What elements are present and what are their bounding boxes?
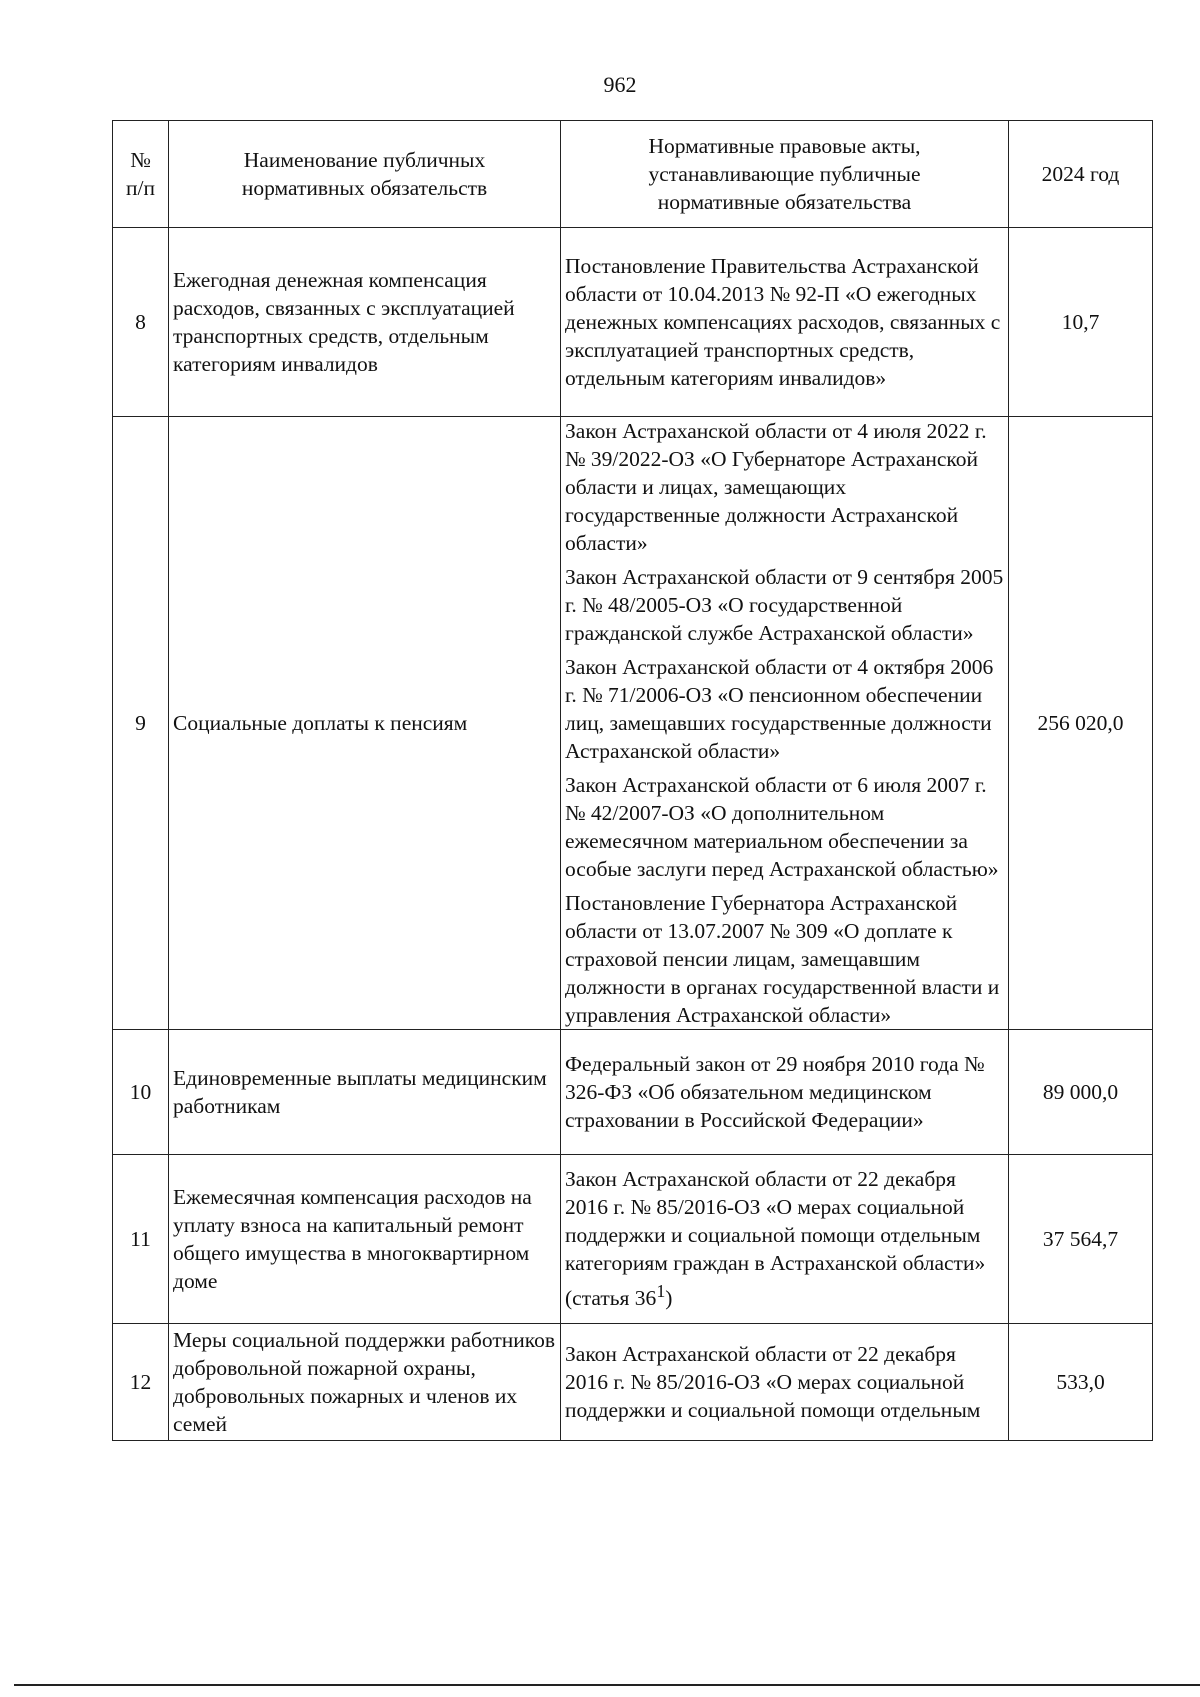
legal-acts (561, 228, 1009, 417)
table-row (113, 1030, 1153, 1155)
header-acts: Нормативные правовые акты, устанавливающие публичные нормативные обязательства (561, 121, 1009, 228)
header-amount: 2024 год (1009, 121, 1153, 228)
legal-act: Закон Астраханской области от 4 октября 2006 г. № 71/2006-ОЗ «О пенсионном обеспечении лиц, замещавших государственные должности Астраханской области» (565, 655, 994, 763)
table-header-row (113, 121, 1153, 228)
legal-act (565, 1165, 1004, 1312)
legal-act-tail: ) (665, 1286, 673, 1311)
row-number: 12 (113, 1324, 169, 1441)
row-number: 11 (113, 1155, 169, 1324)
legal-act: Закон Астраханской области от 22 декабря 2016 г. № 85/2016-ОЗ «О мерах социальной поддержки и социальной помощи отдельным (565, 1342, 981, 1422)
legal-acts (561, 417, 1009, 1030)
legal-acts (561, 1030, 1009, 1155)
amount-2024: 256 020,0 (1009, 417, 1153, 1030)
table-row (113, 1155, 1153, 1324)
table-row (113, 228, 1153, 417)
obligation-name: Социальные доплаты к пенсиям (169, 417, 561, 1030)
legal-act: Закон Астраханской области от 9 сентября 2005 г. № 48/2005-ОЗ «О государственной гражданской службе Астраханской области» (565, 565, 1004, 645)
row-number: 8 (113, 228, 169, 417)
row-number: 10 (113, 1030, 169, 1155)
legal-act: Постановление Губернатора Астраханской области от 13.07.2007 № 309 «О доплате к страховой пенсии лицам, замещавшим должности в органах государственной власти и управления Астраханской области» (565, 891, 1000, 1027)
row-number: 9 (113, 417, 169, 1030)
page-number: 962 (603, 72, 637, 97)
obligation-name: Меры социальной поддержки работников добровольной пожарной охраны, добровольных пожарных и членов их семей (169, 1324, 561, 1441)
header-num: № п/п (113, 121, 169, 228)
legal-act: Федеральный закон от 29 ноября 2010 года № 326-ФЗ «Об обязательном медицинском страховании в Российской Федерации» (565, 1052, 985, 1132)
amount-2024: 37 564,7 (1009, 1155, 1153, 1324)
amount-2024: 10,7 (1009, 228, 1153, 417)
bottom-rule (14, 1684, 1200, 1686)
obligation-name: Ежегодная денежная компенсация расходов, связанных с эксплуатацией транспортных средств, отдельным категориям инвалидов (169, 228, 561, 417)
legal-act-text: Закон Астраханской области от 22 декабря 2016 г. № 85/2016-ОЗ «О мерах социальной поддержки и социальной помощи отдельным категориям граждан в Астраханской области» (статья 36 (565, 1167, 986, 1311)
obligation-name: Ежемесячная компенсация расходов на уплату взноса на капитальный ремонт общего имущества в многоквартирном доме (169, 1155, 561, 1324)
table-row (113, 417, 1153, 1030)
table-row (113, 1324, 1153, 1441)
article-superscript: 1 (656, 1281, 666, 1302)
legal-acts (561, 1155, 1009, 1324)
legal-acts (561, 1324, 1009, 1441)
amount-2024: 89 000,0 (1009, 1030, 1153, 1155)
obligation-name: Единовременные выплаты медицинским работникам (169, 1030, 561, 1155)
legal-act: Закон Астраханской области от 4 июля 2022 г. № 39/2022-ОЗ «О Губернаторе Астраханской области и лицах, замещающих государственные должности Астраханской области» (565, 419, 987, 555)
obligations-table (112, 120, 1153, 1441)
legal-act: Закон Астраханской области от 6 июля 2007 г. № 42/2007-ОЗ «О дополнительном ежемесячном материальном обеспечении за особые заслуги перед Астраханской областью» (565, 773, 999, 881)
header-name: Наименование публичных нормативных обязательств (169, 121, 561, 228)
amount-2024: 533,0 (1009, 1324, 1153, 1441)
legal-act: Постановление Правительства Астраханской области от 10.04.2013 № 92-П «О ежегодных денежных компенсациях расходов, связанных с эксплуатацией транспортных средств, отдельным категориям инвалидов» (565, 254, 1001, 390)
